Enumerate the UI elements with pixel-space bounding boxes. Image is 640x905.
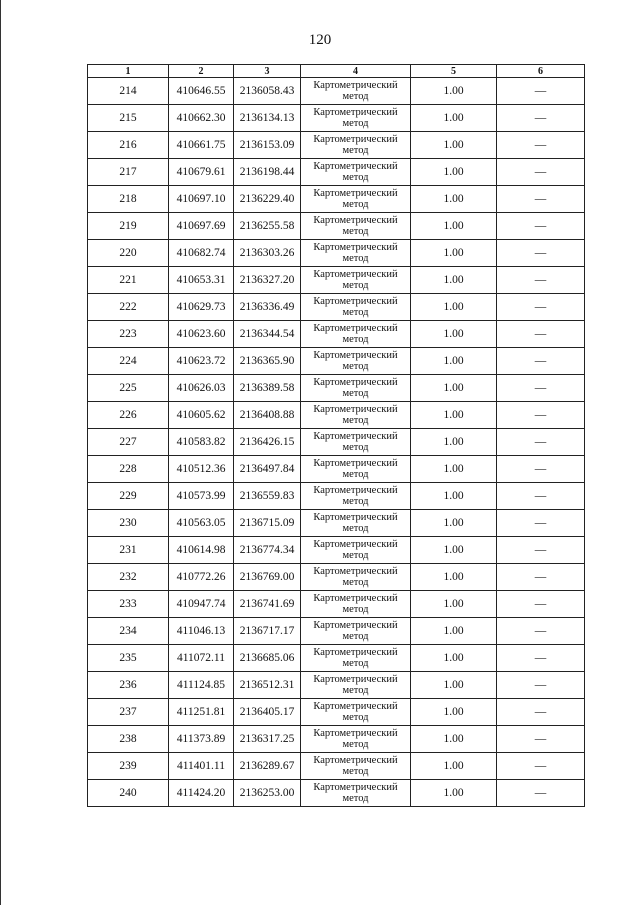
- accuracy-cell: 1.00: [411, 672, 497, 699]
- table-row: [88, 672, 585, 699]
- accuracy-cell: 1.00: [411, 348, 497, 375]
- x-coordinate-cell: 410697.69: [169, 213, 234, 240]
- accuracy-cell: 1.00: [411, 105, 497, 132]
- y-coordinate-cell: 2136405.17: [234, 699, 301, 726]
- column-header: 6: [497, 65, 585, 78]
- point-number-cell: 220: [88, 240, 169, 267]
- y-coordinate-cell: 2136769.00: [234, 564, 301, 591]
- accuracy-cell: 1.00: [411, 753, 497, 780]
- x-coordinate-cell: 410605.62: [169, 402, 234, 429]
- point-number-cell: 217: [88, 159, 169, 186]
- method-cell: Картометрический метод: [301, 105, 411, 132]
- x-coordinate-cell: 410629.73: [169, 294, 234, 321]
- x-coordinate-cell: 410661.75: [169, 132, 234, 159]
- table-row: [88, 456, 585, 483]
- table-row: [88, 429, 585, 456]
- x-coordinate-cell: 410947.74: [169, 591, 234, 618]
- x-coordinate-cell: 410573.99: [169, 483, 234, 510]
- method-cell: Картометрический метод: [301, 321, 411, 348]
- x-coordinate-cell: 411251.81: [169, 699, 234, 726]
- x-coordinate-cell: 410512.36: [169, 456, 234, 483]
- x-coordinate-cell: 410697.10: [169, 186, 234, 213]
- accuracy-cell: 1.00: [411, 483, 497, 510]
- point-number-cell: 236: [88, 672, 169, 699]
- column-header: 1: [88, 65, 169, 78]
- x-coordinate-cell: 411046.13: [169, 618, 234, 645]
- accuracy-cell: 1.00: [411, 537, 497, 564]
- table-row: [88, 618, 585, 645]
- coordinates-table: [87, 64, 585, 807]
- note-cell: —: [497, 159, 585, 186]
- note-cell: —: [497, 375, 585, 402]
- accuracy-cell: 1.00: [411, 564, 497, 591]
- y-coordinate-cell: 2136317.25: [234, 726, 301, 753]
- note-cell: —: [497, 402, 585, 429]
- y-coordinate-cell: 2136058.43: [234, 78, 301, 105]
- table-row: [88, 132, 585, 159]
- point-number-cell: 219: [88, 213, 169, 240]
- y-coordinate-cell: 2136774.34: [234, 537, 301, 564]
- method-cell: Картометрический метод: [301, 537, 411, 564]
- x-coordinate-cell: 411424.20: [169, 780, 234, 807]
- x-coordinate-cell: 410646.55: [169, 78, 234, 105]
- x-coordinate-cell: 410626.03: [169, 375, 234, 402]
- table-row: [88, 105, 585, 132]
- y-coordinate-cell: 2136365.90: [234, 348, 301, 375]
- note-cell: —: [497, 726, 585, 753]
- point-number-cell: 232: [88, 564, 169, 591]
- accuracy-cell: 1.00: [411, 294, 497, 321]
- point-number-cell: 235: [88, 645, 169, 672]
- x-coordinate-cell: 411124.85: [169, 672, 234, 699]
- note-cell: —: [497, 456, 585, 483]
- point-number-cell: 227: [88, 429, 169, 456]
- accuracy-cell: 1.00: [411, 321, 497, 348]
- y-coordinate-cell: 2136717.17: [234, 618, 301, 645]
- point-number-cell: 225: [88, 375, 169, 402]
- accuracy-cell: 1.00: [411, 618, 497, 645]
- table-row: [88, 645, 585, 672]
- y-coordinate-cell: 2136327.20: [234, 267, 301, 294]
- accuracy-cell: 1.00: [411, 186, 497, 213]
- y-coordinate-cell: 2136408.88: [234, 402, 301, 429]
- y-coordinate-cell: 2136344.54: [234, 321, 301, 348]
- note-cell: —: [497, 240, 585, 267]
- note-cell: —: [497, 294, 585, 321]
- point-number-cell: 240: [88, 780, 169, 807]
- table-row: [88, 348, 585, 375]
- table-row: [88, 753, 585, 780]
- accuracy-cell: 1.00: [411, 429, 497, 456]
- note-cell: —: [497, 618, 585, 645]
- note-cell: —: [497, 510, 585, 537]
- note-cell: —: [497, 429, 585, 456]
- accuracy-cell: 1.00: [411, 591, 497, 618]
- method-cell: Картометрический метод: [301, 132, 411, 159]
- table-row: [88, 699, 585, 726]
- note-cell: —: [497, 348, 585, 375]
- note-cell: —: [497, 645, 585, 672]
- x-coordinate-cell: 410623.60: [169, 321, 234, 348]
- y-coordinate-cell: 2136253.00: [234, 780, 301, 807]
- note-cell: —: [497, 105, 585, 132]
- point-number-cell: 218: [88, 186, 169, 213]
- note-cell: —: [497, 753, 585, 780]
- x-coordinate-cell: 410682.74: [169, 240, 234, 267]
- method-cell: Картометрический метод: [301, 402, 411, 429]
- y-coordinate-cell: 2136559.83: [234, 483, 301, 510]
- note-cell: —: [497, 537, 585, 564]
- table-row: [88, 213, 585, 240]
- column-header: 2: [169, 65, 234, 78]
- method-cell: Картометрический метод: [301, 348, 411, 375]
- point-number-cell: 233: [88, 591, 169, 618]
- method-cell: Картометрический метод: [301, 429, 411, 456]
- column-header: 4: [301, 65, 411, 78]
- x-coordinate-cell: 410563.05: [169, 510, 234, 537]
- table-body: [88, 78, 585, 807]
- accuracy-cell: 1.00: [411, 240, 497, 267]
- method-cell: Картометрический метод: [301, 267, 411, 294]
- x-coordinate-cell: 411401.11: [169, 753, 234, 780]
- table-row: [88, 510, 585, 537]
- y-coordinate-cell: 2136685.06: [234, 645, 301, 672]
- y-coordinate-cell: 2136303.26: [234, 240, 301, 267]
- table-row: [88, 537, 585, 564]
- note-cell: —: [497, 564, 585, 591]
- point-number-cell: 216: [88, 132, 169, 159]
- x-coordinate-cell: 410653.31: [169, 267, 234, 294]
- page-edge-line: [0, 0, 1, 905]
- table-row: [88, 375, 585, 402]
- accuracy-cell: 1.00: [411, 375, 497, 402]
- table-row: [88, 564, 585, 591]
- method-cell: Картометрический метод: [301, 672, 411, 699]
- page-number: 120: [308, 32, 332, 48]
- method-cell: Картометрический метод: [301, 240, 411, 267]
- note-cell: —: [497, 132, 585, 159]
- table-row: [88, 294, 585, 321]
- method-cell: Картометрический метод: [301, 456, 411, 483]
- table-row: [88, 240, 585, 267]
- note-cell: —: [497, 483, 585, 510]
- point-number-cell: 226: [88, 402, 169, 429]
- point-number-cell: 228: [88, 456, 169, 483]
- note-cell: —: [497, 672, 585, 699]
- table-row: [88, 186, 585, 213]
- table-row: [88, 402, 585, 429]
- method-cell: Картометрический метод: [301, 699, 411, 726]
- table-row: [88, 591, 585, 618]
- point-number-cell: 237: [88, 699, 169, 726]
- note-cell: —: [497, 186, 585, 213]
- x-coordinate-cell: 410679.61: [169, 159, 234, 186]
- y-coordinate-cell: 2136289.67: [234, 753, 301, 780]
- point-number-cell: 234: [88, 618, 169, 645]
- table-header-row: [88, 65, 585, 78]
- table-row: [88, 321, 585, 348]
- note-cell: —: [497, 267, 585, 294]
- y-coordinate-cell: 2136497.84: [234, 456, 301, 483]
- accuracy-cell: 1.00: [411, 213, 497, 240]
- method-cell: Картометрический метод: [301, 780, 411, 807]
- y-coordinate-cell: 2136134.13: [234, 105, 301, 132]
- x-coordinate-cell: 410583.82: [169, 429, 234, 456]
- point-number-cell: 231: [88, 537, 169, 564]
- accuracy-cell: 1.00: [411, 456, 497, 483]
- method-cell: Картометрический метод: [301, 375, 411, 402]
- point-number-cell: 214: [88, 78, 169, 105]
- method-cell: Картометрический метод: [301, 159, 411, 186]
- table-row: [88, 267, 585, 294]
- x-coordinate-cell: 410623.72: [169, 348, 234, 375]
- method-cell: Картометрический метод: [301, 726, 411, 753]
- note-cell: —: [497, 213, 585, 240]
- x-coordinate-cell: 410772.26: [169, 564, 234, 591]
- method-cell: Картометрический метод: [301, 186, 411, 213]
- point-number-cell: 239: [88, 753, 169, 780]
- method-cell: Картометрический метод: [301, 213, 411, 240]
- point-number-cell: 230: [88, 510, 169, 537]
- accuracy-cell: 1.00: [411, 510, 497, 537]
- point-number-cell: 222: [88, 294, 169, 321]
- y-coordinate-cell: 2136153.09: [234, 132, 301, 159]
- accuracy-cell: 1.00: [411, 132, 497, 159]
- x-coordinate-cell: 410614.98: [169, 537, 234, 564]
- method-cell: Картометрический метод: [301, 645, 411, 672]
- accuracy-cell: 1.00: [411, 78, 497, 105]
- method-cell: Картометрический метод: [301, 510, 411, 537]
- point-number-cell: 215: [88, 105, 169, 132]
- point-number-cell: 224: [88, 348, 169, 375]
- table-row: [88, 780, 585, 807]
- note-cell: —: [497, 699, 585, 726]
- method-cell: Картометрический метод: [301, 591, 411, 618]
- y-coordinate-cell: 2136336.49: [234, 294, 301, 321]
- y-coordinate-cell: 2136255.58: [234, 213, 301, 240]
- y-coordinate-cell: 2136389.58: [234, 375, 301, 402]
- y-coordinate-cell: 2136229.40: [234, 186, 301, 213]
- method-cell: Картометрический метод: [301, 564, 411, 591]
- point-number-cell: 223: [88, 321, 169, 348]
- x-coordinate-cell: 411373.89: [169, 726, 234, 753]
- accuracy-cell: 1.00: [411, 726, 497, 753]
- note-cell: —: [497, 591, 585, 618]
- column-header: 5: [411, 65, 497, 78]
- point-number-cell: 238: [88, 726, 169, 753]
- accuracy-cell: 1.00: [411, 780, 497, 807]
- accuracy-cell: 1.00: [411, 402, 497, 429]
- table-row: [88, 159, 585, 186]
- accuracy-cell: 1.00: [411, 267, 497, 294]
- column-header: 3: [234, 65, 301, 78]
- y-coordinate-cell: 2136715.09: [234, 510, 301, 537]
- y-coordinate-cell: 2136741.69: [234, 591, 301, 618]
- table-row: [88, 78, 585, 105]
- accuracy-cell: 1.00: [411, 645, 497, 672]
- method-cell: Картометрический метод: [301, 753, 411, 780]
- point-number-cell: 229: [88, 483, 169, 510]
- y-coordinate-cell: 2136426.15: [234, 429, 301, 456]
- note-cell: —: [497, 78, 585, 105]
- table-row: [88, 726, 585, 753]
- note-cell: —: [497, 780, 585, 807]
- accuracy-cell: 1.00: [411, 699, 497, 726]
- x-coordinate-cell: 410662.30: [169, 105, 234, 132]
- method-cell: Картометрический метод: [301, 618, 411, 645]
- y-coordinate-cell: 2136512.31: [234, 672, 301, 699]
- x-coordinate-cell: 411072.11: [169, 645, 234, 672]
- point-number-cell: 221: [88, 267, 169, 294]
- table-row: [88, 483, 585, 510]
- method-cell: Картометрический метод: [301, 78, 411, 105]
- method-cell: Картометрический метод: [301, 483, 411, 510]
- y-coordinate-cell: 2136198.44: [234, 159, 301, 186]
- accuracy-cell: 1.00: [411, 159, 497, 186]
- method-cell: Картометрический метод: [301, 294, 411, 321]
- note-cell: —: [497, 321, 585, 348]
